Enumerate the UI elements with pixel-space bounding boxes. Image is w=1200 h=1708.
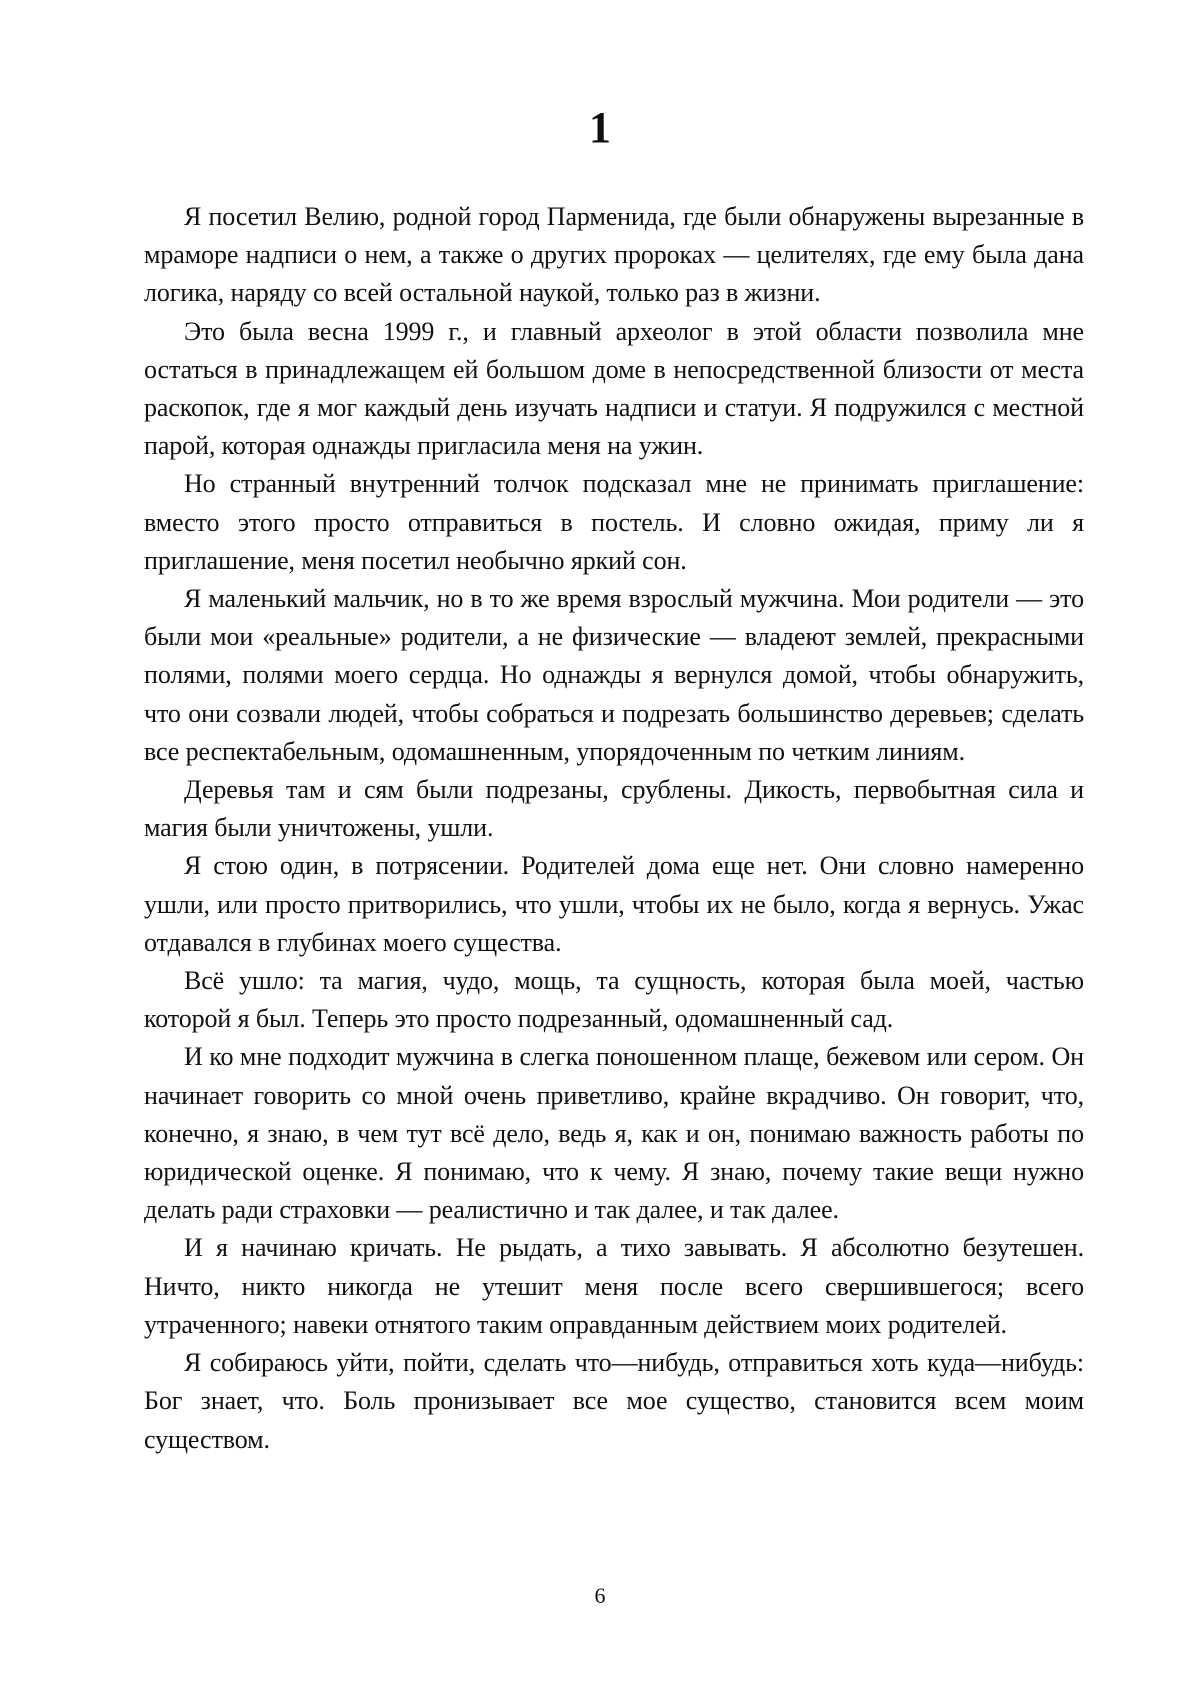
paragraph: Я стою один, в потрясении. Родителей дома еще нет. Они словно намеренно ушли, или просто притворились, что ушли, чтобы их не было, когда я вернусь. Ужас отдавался в глубинах моего существа. — [144, 851, 1084, 957]
paragraph: Я маленький мальчик, но в то же время взрослый мужчина. Мои родители — это были мои «реальные» родители, а не физические — владеют землей, прекрасными полями, полями моего сердца. Но однажды я вернулся домой, чтобы обнаружить, что они созвали людей, чтобы собраться и подрезать большинство деревьев; сделать все респектабельным, одомашненным, упорядоченным по четким линиям. — [144, 584, 1084, 766]
paragraph: Но странный внутренний толчок подсказал мне не принимать приглашение: вместо этого просто отправиться в постель. И словно ожидая, приму ли я приглашение, меня посетил необычно яркий сон. — [144, 469, 1084, 575]
page-number: 6 — [594, 1583, 606, 1608]
paragraph: Всё ушло: та магия, чудо, мощь, та сущность, которая была моей, частью которой я был. Теперь это просто подрезанный, одомашненный сад. — [144, 966, 1084, 1034]
paragraph: И я начинаю кричать. Не рыдать, а тихо завывать. Я абсолютно безутешен. Ничто, никто никогда не утешит меня после всего свершившегося; всего утраченного; навеки отнятого таким оправданным действием моих родителей. — [144, 1233, 1084, 1339]
chapter-body — [144, 198, 1084, 1459]
paragraph: Я посетил Велию, родной город Парменида, где были обнаружены вырезанные в мраморе надписи о нем, а также о других пророках — целителях, где ему была дана логика, наряду со всей остальной наукой, только раз в жизни. — [144, 202, 1084, 308]
paragraph: Деревья там и сям были подрезаны, срублены. Дикость, первобытная сила и магия были уничтожены, ушли. — [144, 775, 1084, 843]
paragraph: Это была весна 1999 г., и главный археолог в этой области позволила мне остаться в принадлежащем ей большом доме в непосредственной близости от места раскопок, где я мог каждый день изучать надписи и статуи. Я подружился с местной парой, которая однажды пригласила меня на ужин. — [144, 316, 1084, 461]
chapter-number: 1 — [589, 103, 611, 152]
paragraph: И ко мне подходит мужчина в слегка поношенном плаще, бежевом или сером. Он начинает говорить со мной очень приветливо, крайне вкрадчиво. Он говорит, что, конечно, я знаю, в чем тут всё дело, ведь я, как и он, понимаю важность работы по юридической оценке. Я понимаю, что к чему. Я знаю, почему такие вещи нужно делать ради страховки — реалистично и так далее, и так далее. — [144, 1042, 1084, 1225]
paragraph: Я собираюсь уйти, пойти, сделать что—нибудь, отправиться хоть куда—нибудь: Бог знает, что. Боль пронизывает все мое существо, становится всем моим существом. — [144, 1348, 1084, 1454]
